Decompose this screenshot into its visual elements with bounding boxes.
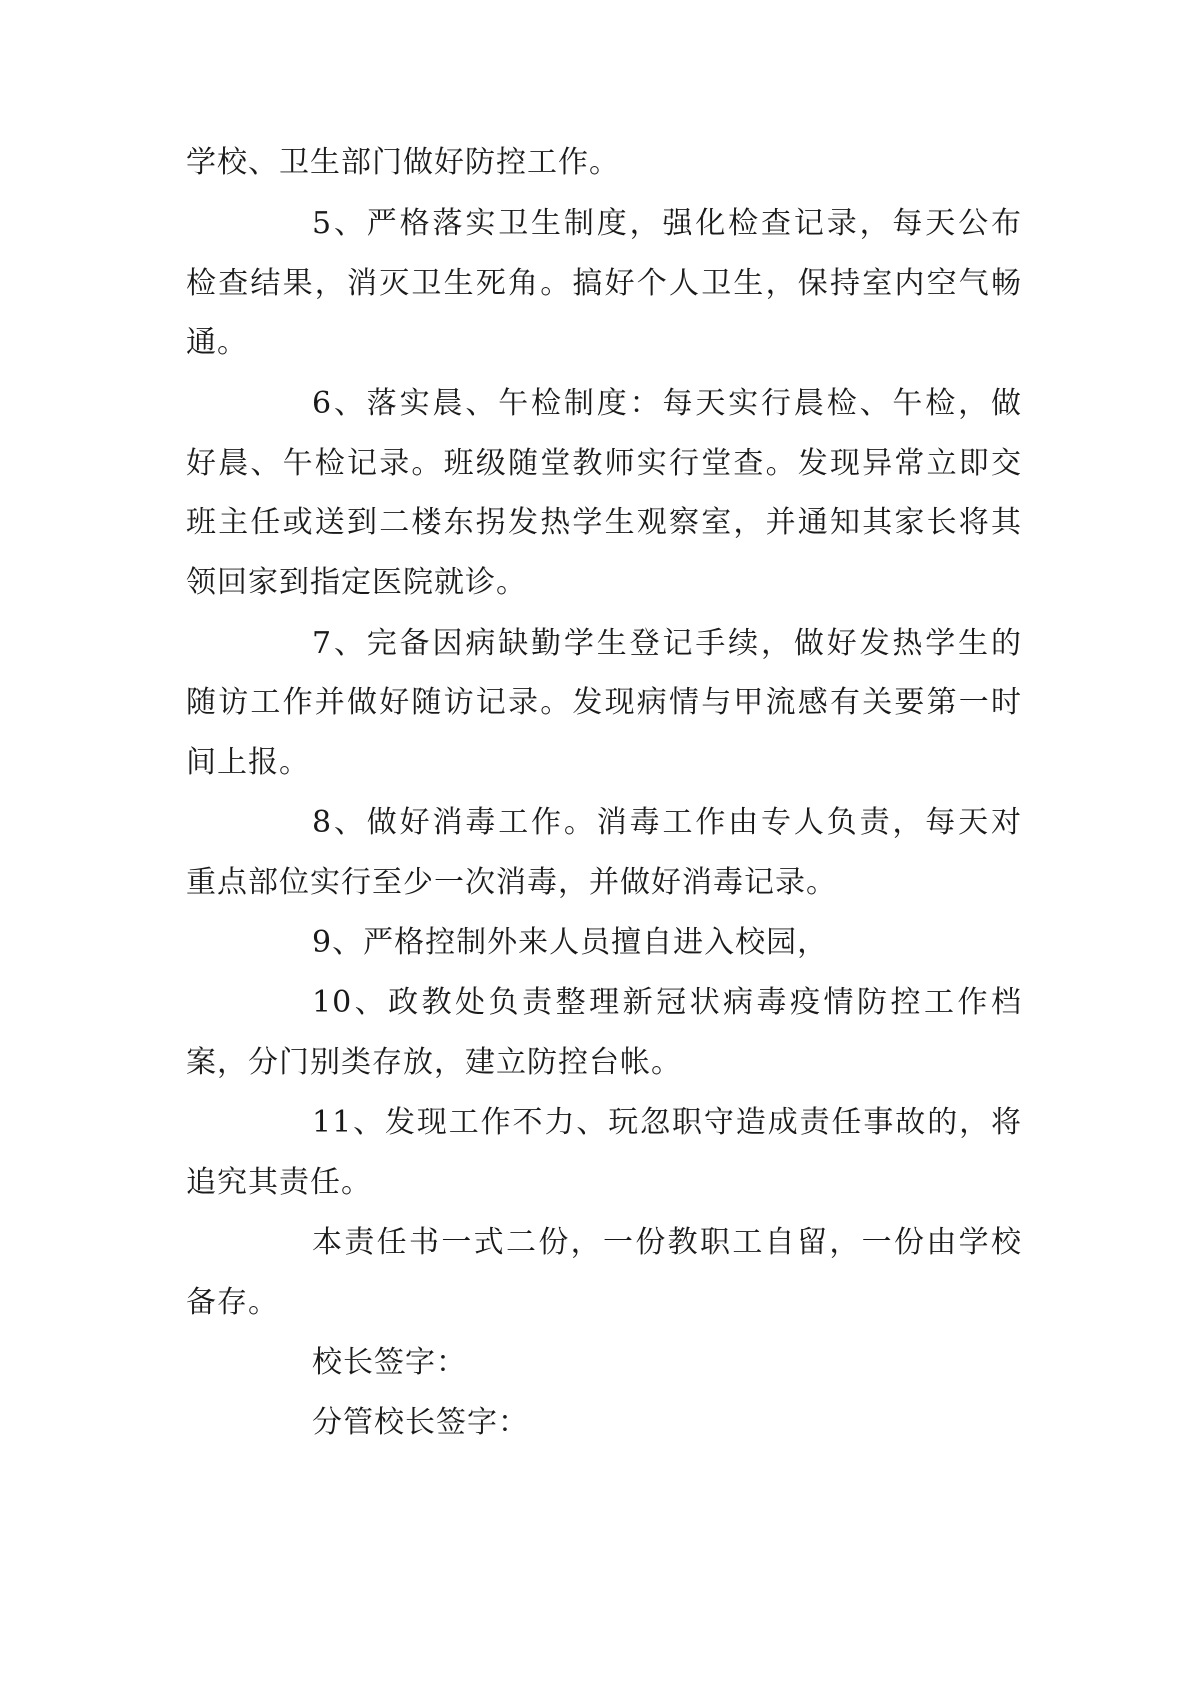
text-line: 班主任或送到二楼东拐发热学生观察室，并通知其家长将其: [186, 505, 1022, 540]
text-line: 学校、卫生部门做好防控工作。: [186, 145, 620, 180]
text-line: 重点部位实行至少一次消毒，并做好消毒记录。: [186, 865, 837, 900]
text-line: 好晨、午检记录。班级随堂教师实行堂查。发现异常立即交: [186, 446, 1022, 481]
text-line: 检查结果，消灭卫生死角。搞好个人卫生，保持室内空气畅: [186, 266, 1022, 301]
text-line: 随访工作并做好随访记录。发现病情与甲流感有关要第一时: [186, 685, 1022, 720]
text-line: 追究其责任。: [186, 1165, 372, 1200]
clause-6-line: 6、落实晨、午检制度：每天实行晨检、午检，做: [312, 386, 1022, 421]
clause-10-line: 10、政教处负责整理新冠状病毒疫情防控工作档: [312, 985, 1022, 1020]
principal-signature-label: 校长签字：: [312, 1345, 467, 1380]
clause-9-line: 9、严格控制外来人员擅自进入校园，: [312, 925, 829, 960]
clause-5-line: 5、严格落实卫生制度，强化检查记录，每天公布: [312, 206, 1022, 241]
clause-8-line: 8、做好消毒工作。消毒工作由专人负责，每天对: [312, 805, 1022, 840]
clause-7-line: 7、完备因病缺勤学生登记手续，做好发热学生的: [312, 626, 1022, 661]
text-line: 领回家到指定医院就诊。: [186, 565, 527, 600]
text-line: 通。: [186, 325, 248, 360]
deputy-principal-signature-label: 分管校长签字：: [312, 1405, 529, 1440]
copies-note-line: 本责任书一式二份，一份教职工自留，一份由学校: [312, 1225, 1022, 1260]
text-line: 案，分门别类存放，建立防控台帐。: [186, 1045, 682, 1080]
clause-11-line: 11、发现工作不力、玩忽职守造成责任事故的，将: [312, 1105, 1022, 1140]
text-line: 备存。: [186, 1285, 279, 1320]
text-line: 间上报。: [186, 745, 310, 780]
